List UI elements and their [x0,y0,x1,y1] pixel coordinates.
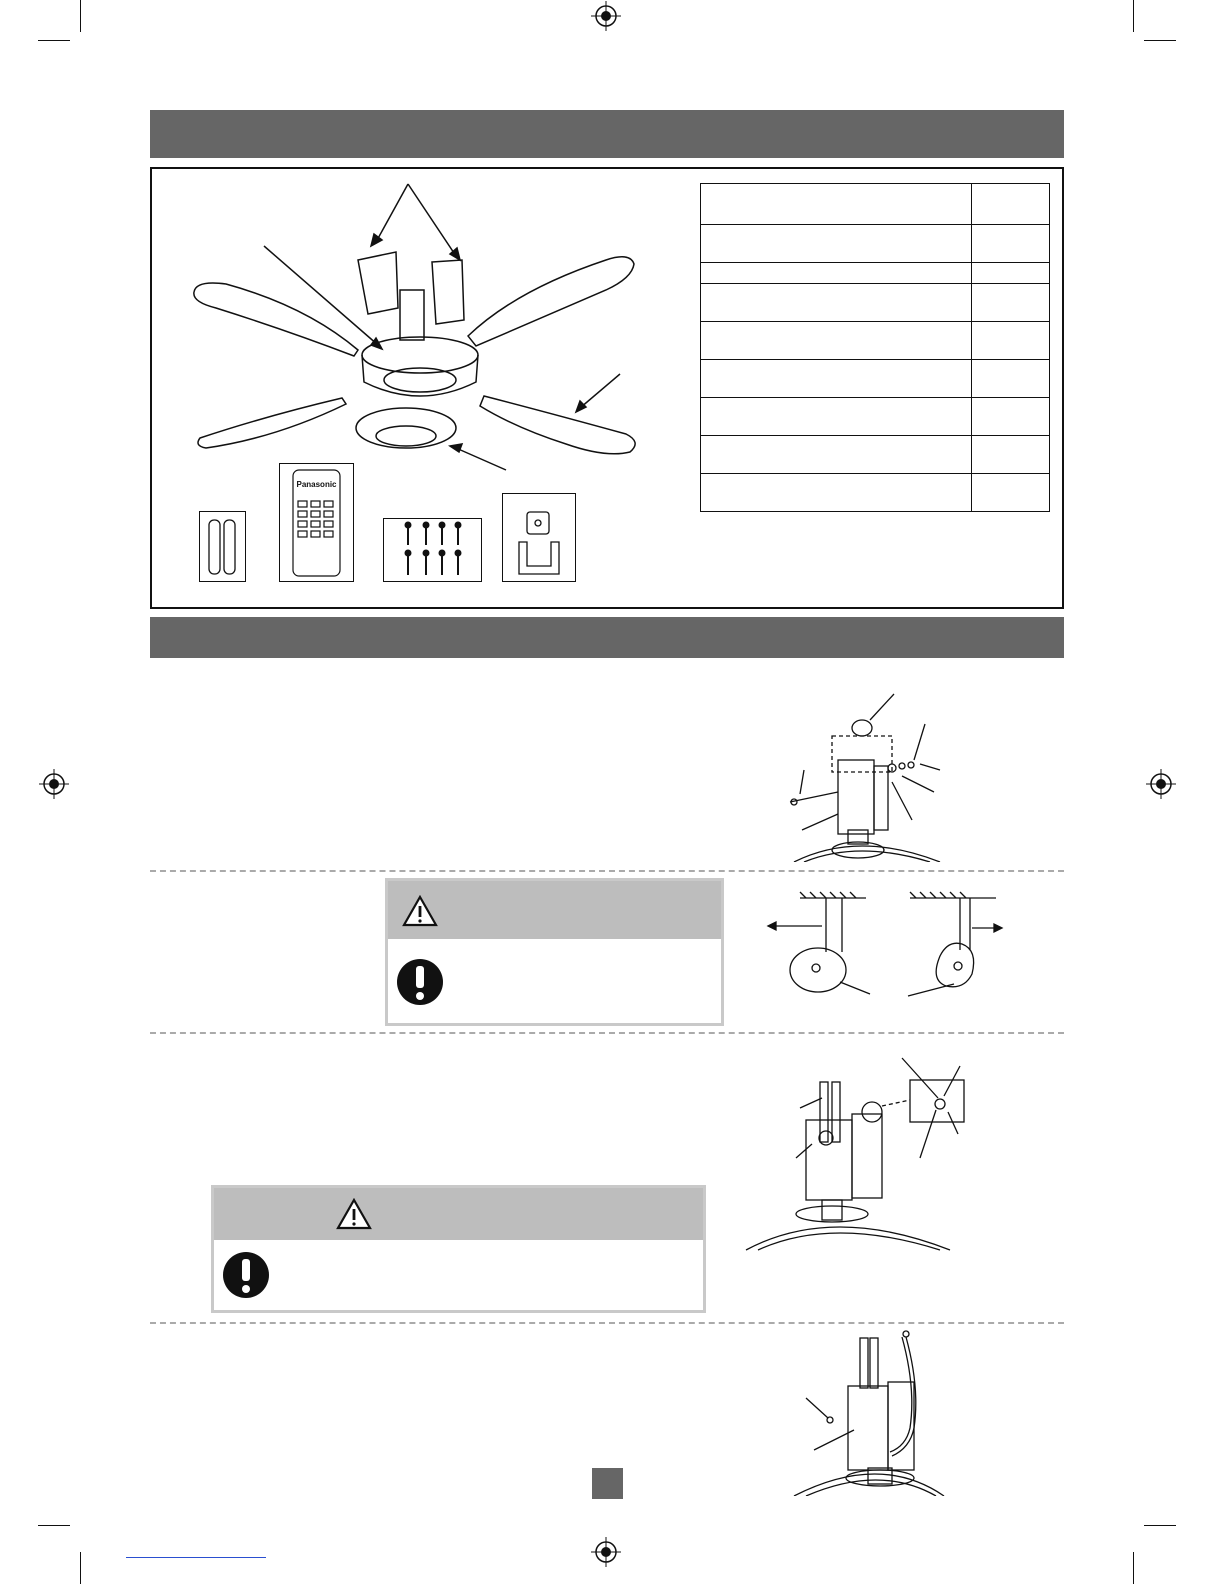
table-row [701,322,1050,360]
screws-box [383,518,482,582]
qty-cell [972,398,1050,436]
crop-mark [1133,1552,1134,1584]
part-cell [701,322,972,360]
part-cell [701,184,972,225]
step-divider [150,1032,1064,1034]
exclamation-circle-icon [222,1251,270,1299]
registration-mark-icon [1146,769,1176,799]
warning-box [211,1185,706,1313]
warning-box-header [214,1188,703,1240]
remote-box [279,463,354,582]
part-cell [701,263,972,284]
step3-safety-pin-diagram [744,1054,974,1254]
crop-mark [38,1525,70,1526]
crop-mark [80,0,81,32]
part-cell [701,284,972,322]
table-row [701,184,1050,225]
parts-table [700,183,1050,512]
warning-box [385,878,724,1026]
qty-cell [972,263,1050,284]
crop-mark [38,40,70,41]
part-cell [701,360,972,398]
table-row [701,436,1050,474]
qty-cell [972,184,1050,225]
registration-mark-icon [591,1,621,31]
remote-holder-box [502,493,576,582]
table-row [701,225,1050,263]
table-row [701,284,1050,322]
qty-cell [972,225,1050,263]
crop-mark [80,1552,81,1584]
crop-mark [1133,0,1134,32]
step-divider [150,870,1064,872]
exclamation-circle-icon [396,958,444,1006]
parts-header-bar [150,110,1064,158]
remote-brand: Panasonic [296,480,337,489]
table-row [701,360,1050,398]
page-number-box [592,1468,623,1499]
step4-wiring-diagram [790,1328,950,1496]
registration-mark-icon [39,769,69,799]
crop-mark [1144,40,1176,41]
qty-cell [972,322,1050,360]
installation-header-bar [150,617,1064,658]
fan-exploded-diagram [186,180,656,480]
table-row [701,263,1050,284]
crop-mark [1144,1525,1176,1526]
batteries-box [199,511,246,582]
qty-cell [972,360,1050,398]
footer-line [126,1557,266,1558]
table-row [701,474,1050,512]
part-cell [701,398,972,436]
warning-triangle-icon [402,895,438,927]
qty-cell [972,474,1050,512]
qty-cell [972,284,1050,322]
table-row [701,398,1050,436]
step1-bracket-diagram [780,690,960,862]
part-cell [701,436,972,474]
registration-mark-icon [591,1537,621,1567]
step-divider [150,1322,1064,1324]
step2-orientation-diagram [760,890,1010,1000]
part-cell [701,474,972,512]
part-cell [701,225,972,263]
warning-triangle-icon [336,1198,372,1230]
qty-cell [972,436,1050,474]
warning-box-header [388,881,721,939]
